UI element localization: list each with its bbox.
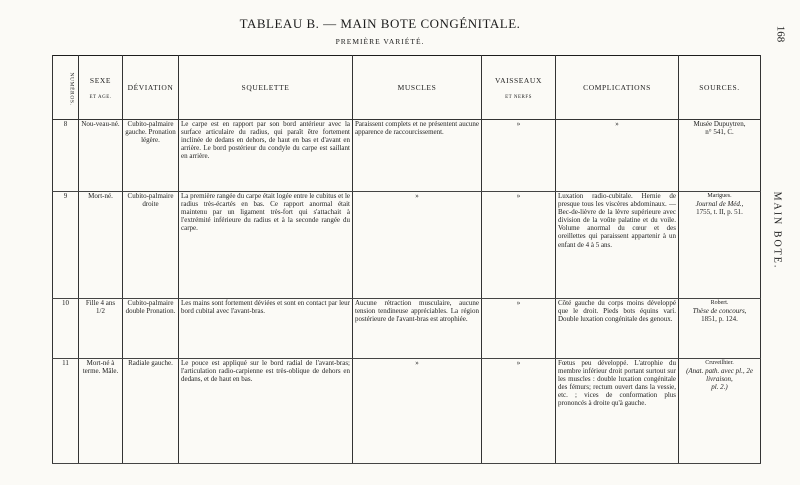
cell-sources bbox=[679, 192, 761, 299]
col-header-num: NUMÉROS. bbox=[53, 56, 79, 120]
col-header-complications: COMPLICATIONS bbox=[556, 56, 679, 120]
table-title: TABLEAU B. — MAIN BOTE CONGÉNITALE. bbox=[239, 16, 521, 31]
cell-vaisseaux: » bbox=[482, 299, 556, 359]
data-table bbox=[52, 55, 761, 464]
page-number: 168 bbox=[773, 25, 786, 43]
source-line: 1755, t. II, p. 51. bbox=[696, 208, 743, 217]
table-row bbox=[53, 120, 761, 192]
cell-squelette: La première rangée du carpe était logée entre le cubitus et le radius très-écartés en bas. Ce rapport anormal était maintenu par un ligament très-fort qui s'attachait à l'extrémité inférieure du radius et à la seconde rangée du carpe. bbox=[179, 192, 353, 299]
cell-vaisseaux: » bbox=[482, 192, 556, 299]
cell-sexe: Fille 4 ans 1/2 bbox=[79, 299, 123, 359]
col-header-squelette: SQUELETTE bbox=[179, 56, 353, 120]
running-head: MAIN BOTE. bbox=[771, 191, 783, 270]
table-row bbox=[53, 359, 761, 464]
cell-squelette: Le carpe est en rapport par son bord antérieur avec la surface articulaire du radius, qui paraît être fortement inclinée de dedans en dehors, de haut en bas et d'avant en arrière. Le bord postérieur du condyle du carpe est saillant en arrière. bbox=[179, 120, 353, 192]
cell-deviation: Cubito-palmaire droite bbox=[123, 192, 179, 299]
source-line: Marigues. bbox=[707, 193, 732, 199]
source-line: 1851, p. 124. bbox=[701, 315, 738, 324]
source-line: pl. 2.) bbox=[711, 383, 728, 392]
cell-sources bbox=[679, 299, 761, 359]
cell-sources bbox=[679, 120, 761, 192]
col-header-muscles: MUSCLES bbox=[353, 56, 482, 120]
source-line: Musée Dupuytren, bbox=[693, 120, 746, 128]
col-header-sources: SOURCES. bbox=[679, 56, 761, 120]
cell-muscles: Aucune rétraction musculaire, aucune tension tendineuse appréciables. La région postérieure de l'avant-bras est atrophiée. bbox=[353, 299, 482, 359]
source-line: Robert. bbox=[710, 300, 729, 306]
cell-squelette: Le pouce est appliqué sur le bord radial de l'avant-bras; l'articulation radio-carpienne est très-oblique de dehors en dedans, et de haut en bas. bbox=[179, 359, 353, 464]
cell-deviation: Cubito-palmaire double Pronation. bbox=[123, 299, 179, 359]
cell-sexe: Mort-né. bbox=[79, 192, 123, 299]
cell-deviation: Radiale gauche. bbox=[123, 359, 179, 464]
cell-num: 11 bbox=[53, 359, 79, 464]
cell-deviation: Cubito-palmaire gauche. Pronation légère. bbox=[123, 120, 179, 192]
source-line: n° 541, C. bbox=[705, 128, 734, 137]
col-header-sexe: SEXE ET AGE. bbox=[79, 56, 123, 120]
cell-sexe: Nou-veau-né. bbox=[79, 120, 123, 192]
col-header-deviation: DÉVIATION bbox=[123, 56, 179, 120]
source-line: Cruveilhier. bbox=[705, 360, 734, 366]
source-line: (Anat. path. avec pl., 2e livraison, bbox=[686, 367, 753, 384]
table-row bbox=[53, 299, 761, 359]
table-subtitle: PREMIÈRE VARIÉTÉ. bbox=[335, 37, 425, 46]
cell-sexe: Mort-né à terme. Mâle. bbox=[79, 359, 123, 464]
cell-sources bbox=[679, 359, 761, 464]
cell-num: 10 bbox=[53, 299, 79, 359]
cell-complications: Côté gauche du corps moins développé que le droit. Pieds bots équins varí. Double luxation congénitale des genoux. bbox=[556, 299, 679, 359]
cell-num: 8 bbox=[53, 120, 79, 192]
cell-vaisseaux: » bbox=[482, 359, 556, 464]
cell-squelette: Les mains sont fortement déviées et sont en contact par leur bord cubital avec l'avant-bras. bbox=[179, 299, 353, 359]
source-line: Thèse de concours, bbox=[692, 307, 747, 316]
cell-complications: » bbox=[556, 120, 679, 192]
cell-vaisseaux: » bbox=[482, 120, 556, 192]
cell-muscles: Paraissent complets et ne présentent aucune apparence de raccourcissement. bbox=[353, 120, 482, 192]
cell-muscles: » bbox=[353, 359, 482, 464]
table-row bbox=[53, 192, 761, 299]
cell-muscles: » bbox=[353, 192, 482, 299]
cell-complications: Fœtus peu développé. L'atrophie du membre inférieur droit portant surtout sur les muscles : double luxation congénitale des fémurs; rectum ouvert dans la vessie, etc. ; vices de conformation plus prononcés à droite qu'à gauche. bbox=[556, 359, 679, 464]
col-header-vaisseaux: VAISSEAUX ET NERFS bbox=[482, 56, 556, 120]
header-row bbox=[53, 56, 761, 120]
cell-num: 9 bbox=[53, 192, 79, 299]
source-line: Journal de Méd., bbox=[695, 200, 744, 209]
cell-complications: Luxation radio-cubitale. Hernie de presque tous les viscères abdominaux. — Bec-de-lièvre de la lèvre supérieure avec division de la voûte palatine et du voile. Volume anormal du cœur et des oreillettes qui paraissent appartenir à un enfant de 4 à 5 ans. bbox=[556, 192, 679, 299]
